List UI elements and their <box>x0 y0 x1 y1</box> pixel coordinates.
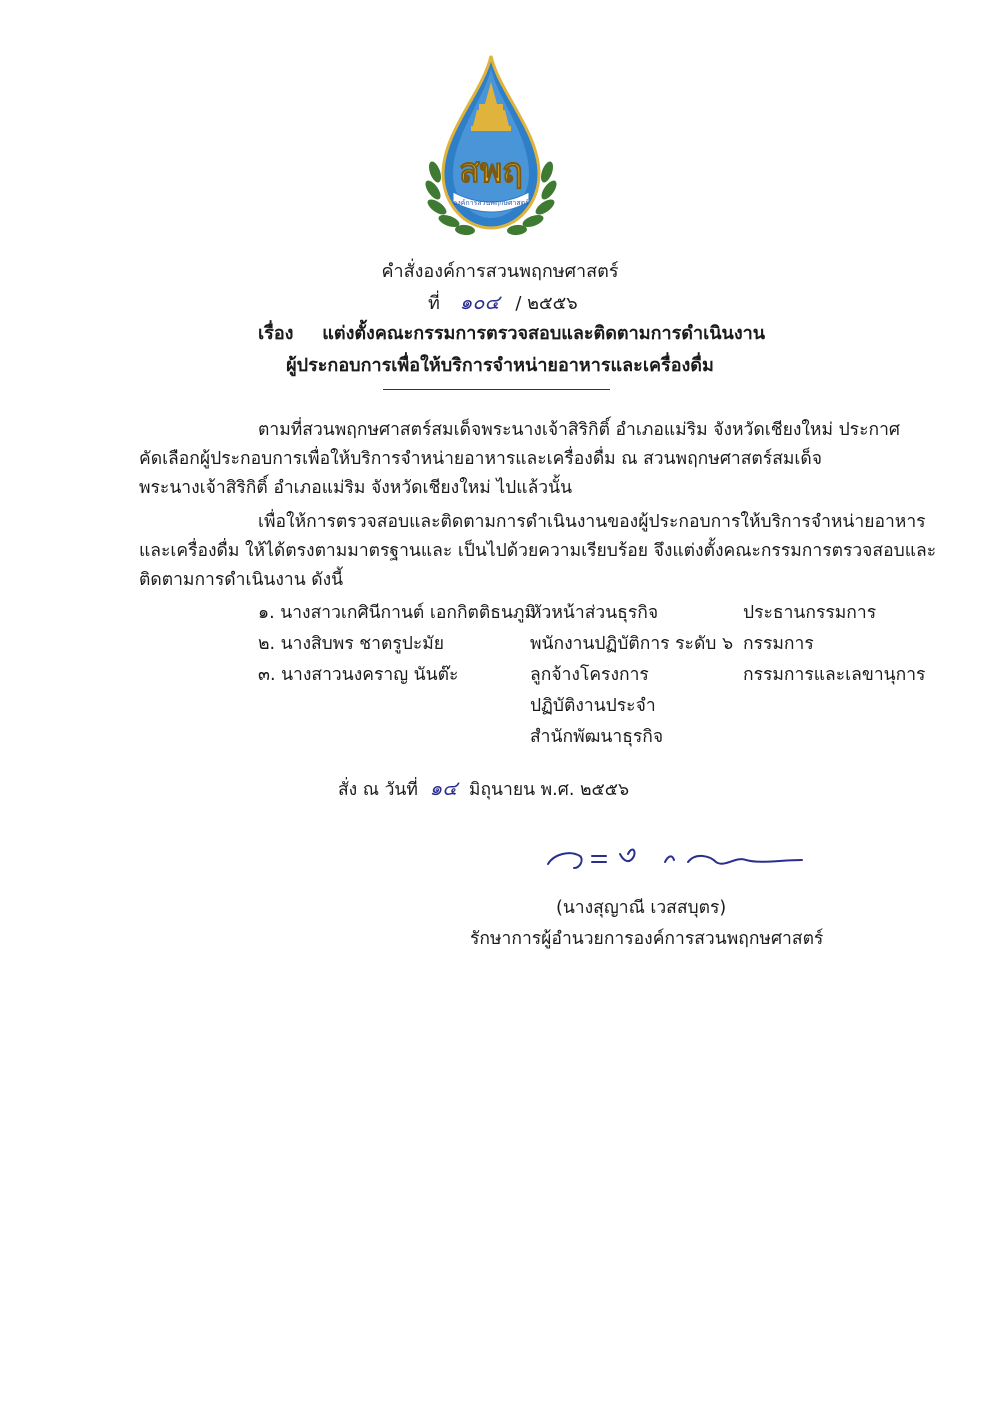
member-position: พนักงานปฏิบัติการ ระดับ ๖ <box>530 634 734 654</box>
paragraph-line: ตามที่สวนพฤกษศาสตร์สมเด็จพระนางเจ้าสิริกิติ์ อำเภอแม่ริม จังหวัดเชียงใหม่ ประกาศ <box>258 420 901 440</box>
subject-text-line-1: แต่งตั้งคณะกรรมการตรวจสอบและติดตามการดำเนินงาน <box>322 323 766 344</box>
paragraph-line: เพื่อให้การตรวจสอบและติดตามการดำเนินงานของผู้ประกอบการให้บริการจำหน่ายอาหาร <box>258 512 926 532</box>
member-name: ๓. นางสาวนงคราญ นันต๊ะ <box>258 665 459 685</box>
date-rest: มิถุนายน พ.ศ. ๒๕๕๖ <box>468 780 630 800</box>
paragraph-line: และเครื่องดื่ม ให้ได้ตรงตามมาตรฐานและ เป็นไปด้วยความเรียบร้อย จึงแต่งตั้งคณะกรรมการตรวจสอบและ <box>139 541 937 561</box>
member-role: ประธานกรรมการ <box>743 603 877 623</box>
member-position: หัวหน้าส่วนธุรกิจ <box>530 603 659 623</box>
member-position-continued: สำนักพัฒนาธุรกิจ <box>530 727 664 747</box>
header-divider <box>383 389 610 390</box>
order-date <box>338 772 629 804</box>
member-position-continued: ปฏิบัติงานประจำ <box>530 696 656 716</box>
paragraph-line: คัดเลือกผู้ประกอบการเพื่อให้บริการจำหน่ายอาหารและเครื่องดื่ม ณ สวนพฤกษศาสตร์สมเด็จ <box>139 449 823 469</box>
date-prefix: สั่ง ณ วันที่ <box>338 780 418 800</box>
signer-position: รักษาการผู้อำนวยการองค์การสวนพฤกษศาสตร์ <box>470 929 824 949</box>
order-year: / ๒๕๕๖ <box>515 293 578 314</box>
monogram-text: สพฤ <box>459 151 523 191</box>
member-role: กรรมการ <box>743 634 814 654</box>
emblem-ribbon-text: องค์การสวนพฤกษศาสตร์ <box>453 199 529 207</box>
paragraph-line: ติดตามการดำเนินงาน ดังนี้ <box>139 570 344 590</box>
member-position: ลูกจ้างโครงการ <box>530 665 649 685</box>
order-number-label: ที่ <box>428 293 440 314</box>
member-name: ๒. นางสิบพร ชาตรูปะมัย <box>258 634 445 654</box>
member-name: ๑. นางสาวเกศินีกานต์ เอกกิตติธนภูมิ <box>258 603 536 623</box>
paragraph-1 <box>139 416 909 503</box>
subject-text-line-2: ผู้ประกอบการเพื่อให้บริการจำหน่ายอาหารและเครื่องดื่ม <box>286 355 714 376</box>
subject-label: เรื่อง <box>258 323 294 344</box>
paragraph-line: พระนางเจ้าสิริกิติ์ อำเภอแม่ริม จังหวัดเชียงใหม่ ไปแล้วนั้น <box>139 478 573 498</box>
paragraph-2 <box>139 508 937 595</box>
order-number-line <box>428 286 578 318</box>
subject-line <box>258 318 765 347</box>
handwritten-signature <box>540 832 820 882</box>
signer-name: (นางสุญาณี เวสสบุตร) <box>556 898 727 918</box>
document-title: คำสั่งองค์การสวนพฤกษศาสตร์ <box>381 261 619 282</box>
member-role: กรรมการและเลขานุการ <box>743 665 926 685</box>
date-day: ๑๔ <box>429 776 458 800</box>
organization-emblem <box>425 52 557 240</box>
order-number-value: ๑๐๔ <box>459 290 500 314</box>
